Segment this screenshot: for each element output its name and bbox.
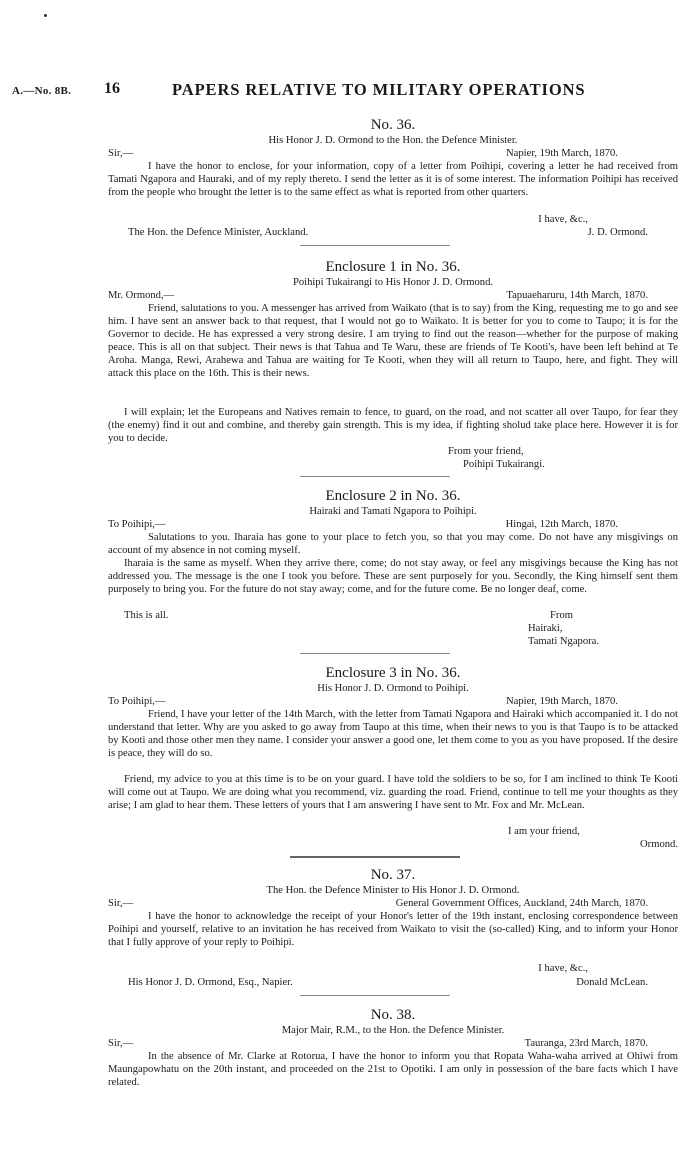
letter-38-salutation: Sir,—	[108, 1038, 134, 1049]
letter-38-place-date: Tauranga, 23rd March, 1870.	[524, 1038, 648, 1049]
section-divider-thick	[290, 856, 460, 858]
letter-36-from-to: His Honor J. D. Ormond to the Hon. the Defence Minister.	[268, 135, 518, 146]
enclosure-3-paragraph-2: Friend, my advice to you at this time is to be on your guard. I have told the soldiers to be so, for I am inclined to think Te Kooti will come out at Taupo. We are doing what you recommend, viz. guarding the road. Friend, continue to tell me your thoughts as they arise; I am glad to hear them. These letters of yours that I am answering I have sent to Mr. Fox and Mr. McLean.	[108, 774, 678, 811]
letter-36-number: No. 36.	[370, 117, 416, 133]
enclosure-3-salutation: To Poihipi,—	[108, 696, 166, 707]
enclosure-3-paragraph-1: Friend, I have your letter of the 14th March, with the letter from Tamati Ngapora and Hairaki which accompanied it. I do not understand that letter. Why are you asked to go away from Taupo at this time, when their news to you is that Taupo is to be attacked by Kooti and those other men they name. I consider your answer a good one, let them come to you as you have proposed. If the desire is peace, they will do so.	[108, 709, 678, 759]
enclosure-2-signature-1: Hairaki,	[528, 623, 563, 634]
enclosure-2-place-date: Hingai, 12th March, 1870.	[505, 519, 618, 530]
enclosure-3-closing: I am your friend,	[508, 826, 580, 837]
letter-36-signature: J. D. Ormond.	[587, 227, 648, 238]
enclosure-1-signature: Poihipi Tukairangi.	[463, 459, 545, 470]
enclosure-2-closing-line	[108, 609, 678, 622]
letter-37-body: I have the honor to acknowledge the receipt of your Honor's letter of the 19th instant, enclosing correspondence between Poihipi and yourself, relative to an invitation he has received from Waikato to visit the (so-called) King, and to inform your Honor that I fully approve of your reply to Poihipi.	[108, 911, 678, 948]
letter-36-closing: I have, &c.,	[538, 214, 588, 225]
letter-38-body: In the absence of Mr. Clarke at Rotorua, I have the honor to inform you that Ropata Waha-waha arrived at Ohiwi from Maungapowhatu on the 20th instant, and proceeded on the 21st to Opotiki. I am only in possession of the bare facts which I have related.	[108, 1051, 678, 1088]
section-divider	[300, 995, 450, 996]
letter-37-signature: Donald McLean.	[576, 977, 648, 988]
page-speck	[44, 14, 47, 17]
enclosure-1-salutation-line	[108, 289, 678, 302]
enclosure-1-from-to: Poihipi Tukairangi to His Honor J. D. Ormond.	[292, 277, 494, 288]
enclosure-2-from-to: Hairaki and Tamati Ngapora to Poihipi.	[309, 506, 477, 517]
enclosure-1-paragraph-2: I will explain; let the Europeans and Natives remain to fence, to guard, on the road, and not scatter all over Taupo, for fear they (the enemy) find it out and combine, and thereby gain strength. This is my idea, if fighting sholud take place here. However it is for you to decide.	[108, 407, 678, 444]
enclosure-2-paragraph-2: Iharaia is the same as myself. When they arrive there, come; do not stay away, or feel any misgivings because the King has not addressed you. The message is the one I took you before. These are sent purposely for you. Secondly, the King himself sent them purposely to bring you. For the future do not stay away; come, and for the future come. Be no longer deaf, come.	[108, 558, 678, 595]
page-header	[12, 80, 652, 102]
enclosure-1-place-date: Tapuaeharuru, 14th March, 1870.	[506, 290, 648, 301]
enclosure-2-salutation: To Poihipi,—	[108, 519, 166, 530]
letter-36-salutation-line	[108, 147, 678, 160]
letter-36-addressee: The Hon. the Defence Minister, Auckland.	[128, 227, 309, 238]
enclosure-1-title: Enclosure 1 in No. 36.	[325, 259, 461, 275]
page-title: PAPERS RELATIVE TO MILITARY OPERATIONS	[172, 80, 586, 99]
letter-37-addressee: His Honor J. D. Ormond, Esq., Napier.	[128, 977, 293, 988]
enclosure-2-closing: From	[550, 610, 573, 621]
letter-38-from-to: Major Mair, R.M., to the Hon. the Defence Minister.	[281, 1025, 505, 1036]
section-divider	[300, 245, 450, 246]
letter-37-closing: I have, &c.,	[538, 963, 588, 974]
enclosure-3-place-date: Napier, 19th March, 1870.	[506, 696, 618, 707]
enclosure-3-signature: Ormond.	[640, 839, 678, 850]
letter-36-place-date: Napier, 19th March, 1870.	[506, 148, 618, 159]
letter-37-place-date: General Government Offices, Auckland, 24th March, 1870.	[395, 898, 648, 909]
letter-37-footer	[108, 976, 678, 989]
enclosure-1-closing: From your friend,	[448, 446, 524, 457]
enclosure-2-closing-remark: This is all.	[124, 610, 169, 621]
enclosure-2-salutation-line	[108, 518, 678, 531]
enclosure-1-paragraph-1: Friend, salutations to you. A messenger has arrived from Waikato (that is to say) from the King, requesting me to go and see him. I have sent an answer back to that request, that I would not go to Waikato. It is better for you to come to Taupo; it is for the Governor to decide. He has expressed a very strong desire. I am trying to find out the reason—whether for the purpose of making peace. This is all on that subject. Their news is that Tahua and Te Waru, these are friends of Te Kooti's, have been left behind at Te Aroha. Manga, Rewi, Arahewa and Tahua are waiting for Te Kooti, when they will all return to Taupo, here, and fight. They will attack this place on the 16th. This is their news.	[108, 303, 678, 379]
document-reference: A.—No. 8B.	[12, 85, 72, 97]
letter-38-number: No. 38.	[370, 1007, 416, 1023]
enclosure-3-title: Enclosure 3 in No. 36.	[325, 665, 461, 681]
letter-37-number: No. 37.	[370, 867, 416, 883]
enclosure-2-title: Enclosure 2 in No. 36.	[325, 488, 461, 504]
letter-38-salutation-line	[108, 1037, 678, 1050]
enclosure-1-salutation: Mr. Ormond,—	[108, 290, 175, 301]
enclosure-2-signature-2: Tamati Ngapora.	[528, 636, 600, 647]
section-divider	[300, 476, 450, 477]
section-divider	[300, 653, 450, 654]
enclosure-2-paragraph-1: Salutations to you. Iharaia has gone to your place to fetch you, so that you may come. Do not have any misgivings on account of my absence in not coming myself.	[108, 532, 678, 556]
letter-36-salutation: Sir,—	[108, 148, 134, 159]
page-number: 16	[104, 80, 120, 97]
letter-36-body: I have the honor to enclose, for your information, copy of a letter from Poihipi, covering a letter he had received from Tamati Ngapora and Hauraki, and of my reply thereto. I send the letter as it is of some interest. The information Poihipi has received from the people who brought the letter is to the same effect as what is reported from other quarters.	[108, 161, 678, 198]
letter-37-salutation: Sir,—	[108, 898, 134, 909]
enclosure-3-salutation-line	[108, 695, 678, 708]
letter-36-footer	[108, 226, 678, 239]
enclosure-3-from-to: His Honor J. D. Ormond to Poihipi.	[317, 683, 469, 694]
letter-37-from-to: The Hon. the Defence Minister to His Honor J. D. Ormond.	[266, 885, 520, 896]
letter-37-salutation-line	[108, 897, 678, 910]
